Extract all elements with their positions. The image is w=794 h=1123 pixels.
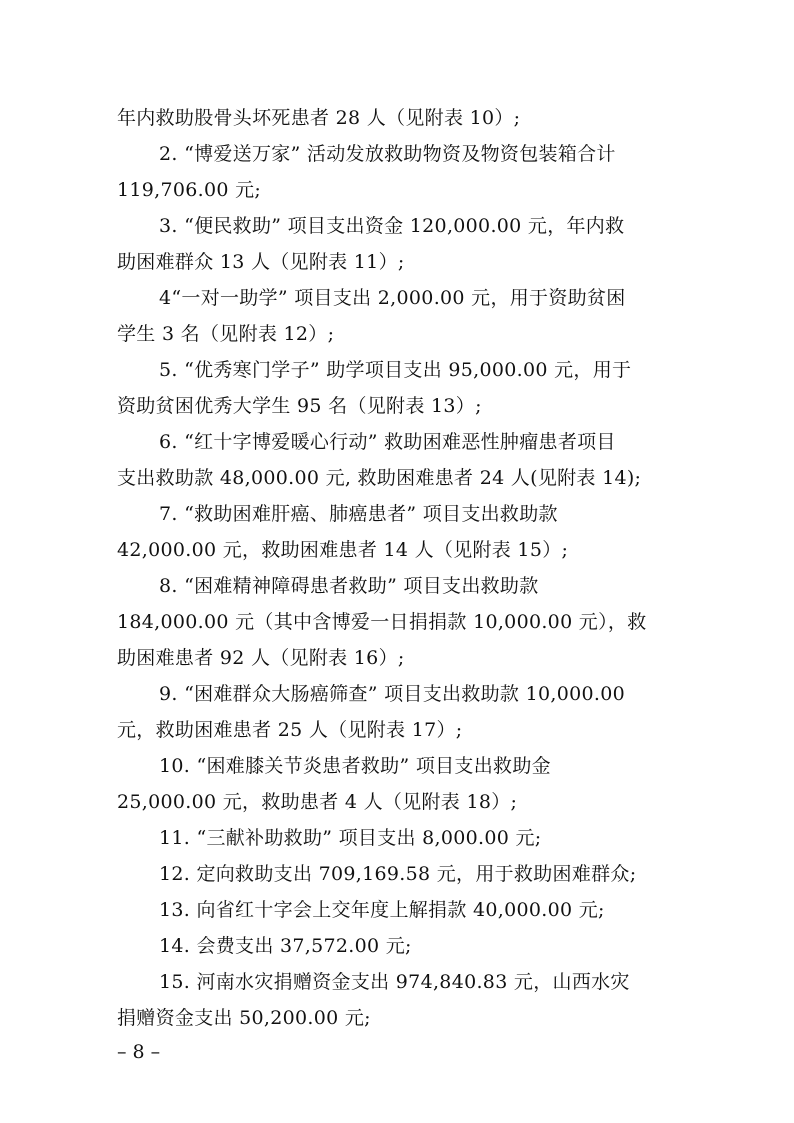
paragraph-line: 助困难群众 13 人（见附表 11）; — [117, 251, 405, 273]
paragraph-line: 元，救助困难患者 25 人（见附表 17）; — [117, 719, 463, 741]
page-number: – 8 – — [117, 1041, 161, 1063]
paragraph-line: 14. 会费支出 37,572.00 元; — [159, 935, 412, 957]
paragraph-line: 支出救助款 48,000.00 元, 救助困难患者 24 人(见附表 14); — [117, 467, 642, 489]
paragraph-line: 7. “救助困难肝癌、肺癌患者” 项目支出救助款 — [159, 503, 558, 525]
paragraph-line: 2. “博爱送万家” 活动发放救助物资及物资包装箱合计 — [159, 143, 616, 165]
paragraph-line: 资助贫困优秀大学生 95 名（见附表 13）; — [117, 395, 482, 417]
paragraph-line: 3. “便民救助” 项目支出资金 120,000.00 元，年内救 — [159, 215, 625, 237]
paragraph-line: 15. 河南水灾捐赠资金支出 974,840.83 元，山西水灾 — [159, 971, 630, 993]
paragraph-line: 25,000.00 元，救助患者 4 人（见附表 18）; — [117, 791, 518, 813]
paragraph-line: 11. “三献补助救助” 项目支出 8,000.00 元; — [159, 827, 542, 849]
paragraph-line: 6. “红十字博爱暖心行动” 救助困难恶性肿瘤患者项目 — [159, 431, 616, 453]
paragraph-line: 捐赠资金支出 50,200.00 元; — [117, 1007, 371, 1029]
paragraph-line: 年内救助股骨头坏死患者 28 人（见附表 10）; — [117, 107, 521, 129]
paragraph-line: 42,000.00 元，救助困难患者 14 人（见附表 15）; — [117, 539, 569, 561]
paragraph-line: 5. “优秀寒门学子” 助学项目支出 95,000.00 元，用于 — [159, 359, 632, 381]
paragraph-line: 8. “困难精神障碍患者救助” 项目支出救助款 — [159, 575, 539, 597]
paragraph-line: 119,706.00 元; — [117, 179, 262, 201]
paragraph-line: 12. 定向救助支出 709,169.58 元，用于救助困难群众; — [159, 863, 637, 885]
paragraph-line: 10. “困难膝关节炎患者救助” 项目支出救助金 — [159, 755, 551, 777]
paragraph-line: 13. 向省红十字会上交年度上解捐款 40,000.00 元; — [159, 899, 605, 921]
paragraph-line: 9. “困难群众大肠癌筛查” 项目支出救助款 10,000.00 — [159, 683, 625, 705]
paragraph-line: 4“一对一助学” 项目支出 2,000.00 元，用于资助贫困 — [159, 287, 626, 309]
paragraph-line: 助困难患者 92 人（见附表 16）; — [117, 647, 405, 669]
paragraph-line: 184,000.00 元（其中含博爱一日捐捐款 10,000.00 元），救 — [117, 611, 647, 633]
document-body — [117, 100, 677, 1036]
paragraph-line: 学生 3 名（见附表 12）; — [117, 323, 335, 345]
